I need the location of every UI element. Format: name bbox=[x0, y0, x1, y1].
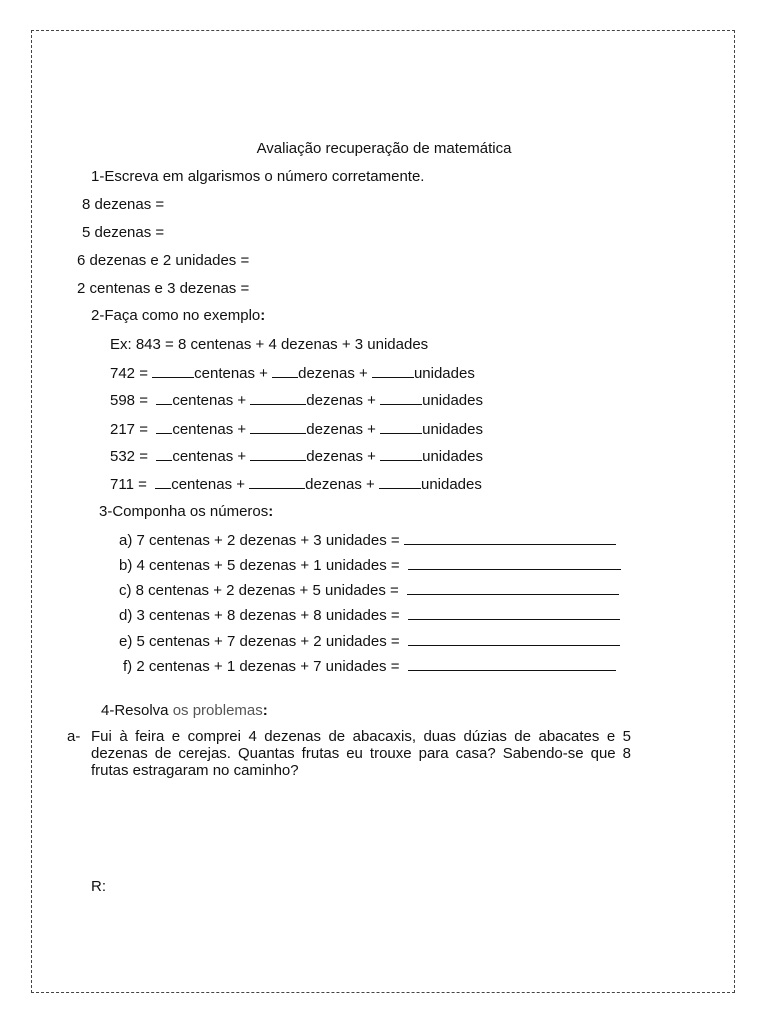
q2-row bbox=[110, 364, 475, 383]
centenas-label: centenas + bbox=[172, 392, 247, 409]
q2-row-number: 598 = bbox=[110, 392, 148, 409]
q4-heading-colon: : bbox=[262, 702, 268, 719]
unidades-blank[interactable] bbox=[379, 475, 421, 489]
centenas-blank[interactable] bbox=[152, 364, 194, 378]
q3-item bbox=[119, 556, 621, 575]
q1-item: 5 dezenas = bbox=[82, 224, 165, 241]
q3-item bbox=[119, 531, 616, 550]
dezenas-blank[interactable] bbox=[272, 364, 298, 378]
answer-blank[interactable] bbox=[408, 606, 620, 620]
page-title: Avaliação recuperação de matemática bbox=[256, 140, 512, 157]
q3-item bbox=[119, 632, 620, 651]
q3-heading-colon: : bbox=[268, 503, 274, 520]
answer-blank[interactable] bbox=[407, 581, 619, 595]
answer-blank[interactable] bbox=[408, 632, 620, 646]
centenas-label: centenas + bbox=[171, 476, 245, 493]
unidades-label: unidades bbox=[422, 392, 483, 409]
unidades-blank[interactable] bbox=[372, 364, 414, 378]
answer-blank[interactable] bbox=[408, 657, 616, 671]
q3-heading bbox=[99, 503, 273, 521]
dezenas-blank[interactable] bbox=[250, 391, 306, 405]
q1-item: 8 dezenas = bbox=[82, 196, 165, 213]
q3-item-text: e) 5 centenas + 7 dezenas + 2 unidades = bbox=[119, 633, 400, 650]
dezenas-label: dezenas + bbox=[306, 448, 376, 465]
unidades-label: unidades bbox=[422, 421, 483, 438]
q2-row bbox=[110, 420, 483, 439]
q2-row-number: 532 = bbox=[110, 448, 148, 465]
answer-blank[interactable] bbox=[408, 556, 621, 570]
unidades-blank[interactable] bbox=[380, 420, 422, 434]
centenas-blank[interactable] bbox=[155, 475, 171, 489]
q3-item-text: f) 2 centenas + 1 dezenas + 7 unidades = bbox=[123, 658, 400, 675]
q2-row bbox=[110, 391, 483, 410]
problem-text: Fui à feira e comprei 4 dezenas de abacaxis, duas dúzias de abacates e 5 dezenas de cerejas. Quantas frutas eu trouxe para casa? Sabendo-se que 8 frutas estragaram no caminho? bbox=[91, 728, 631, 779]
unidades-label: unidades bbox=[422, 448, 483, 465]
q2-row bbox=[110, 447, 483, 466]
q2-row bbox=[110, 475, 482, 494]
centenas-blank[interactable] bbox=[156, 447, 172, 461]
q4-heading-text-secondary: os problemas bbox=[168, 702, 263, 719]
q2-heading-text: 2-Faça como no exemplo bbox=[91, 307, 261, 324]
centenas-blank[interactable] bbox=[156, 391, 172, 405]
q4-heading bbox=[101, 702, 268, 720]
unidades-blank[interactable] bbox=[380, 391, 422, 405]
answer-label: R: bbox=[91, 878, 106, 895]
unidades-label: unidades bbox=[420, 476, 482, 493]
q3-item-text: d) 3 centenas + 8 dezenas + 8 unidades = bbox=[119, 607, 400, 624]
q2-row-number: 742 = bbox=[110, 365, 148, 382]
dezenas-blank[interactable] bbox=[249, 475, 305, 489]
q2-row-number: 711 = bbox=[110, 476, 147, 493]
q2-heading bbox=[91, 307, 265, 325]
centenas-label: centenas + bbox=[194, 365, 268, 382]
q1-item: 2 centenas e 3 dezenas = bbox=[77, 280, 250, 297]
q3-item bbox=[119, 581, 619, 600]
q3-item-text: b) 4 centenas + 5 dezenas + 1 unidades = bbox=[119, 557, 400, 574]
problem-marker: a- bbox=[67, 728, 81, 745]
q2-example: Ex: 843 = 8 centenas + 4 dezenas + 3 unidades bbox=[110, 336, 429, 353]
q3-item bbox=[119, 606, 620, 625]
q3-item bbox=[123, 657, 616, 676]
answer-blank[interactable] bbox=[404, 531, 616, 545]
centenas-blank[interactable] bbox=[156, 420, 172, 434]
q1-item: 6 dezenas e 2 unidades = bbox=[77, 252, 250, 269]
dezenas-blank[interactable] bbox=[250, 420, 306, 434]
q3-item-text: c) 8 centenas + 2 dezenas + 5 unidades = bbox=[119, 582, 399, 599]
q2-row-number: 217 = bbox=[110, 421, 148, 438]
centenas-label: centenas + bbox=[172, 448, 247, 465]
q4-heading-text: 4-Resolva bbox=[101, 702, 169, 719]
q1-heading: 1-Escreva em algarismos o número corretamente. bbox=[91, 168, 425, 185]
unidades-label: unidades bbox=[413, 365, 475, 382]
dezenas-label: dezenas + bbox=[298, 365, 368, 382]
unidades-blank[interactable] bbox=[380, 447, 422, 461]
centenas-label: centenas + bbox=[172, 421, 247, 438]
dezenas-label: dezenas + bbox=[306, 392, 376, 409]
dezenas-label: dezenas + bbox=[305, 476, 375, 493]
q3-heading-text: 3-Componha os números bbox=[99, 503, 269, 520]
dezenas-label: dezenas + bbox=[306, 421, 376, 438]
q2-heading-colon: : bbox=[260, 307, 266, 324]
dezenas-blank[interactable] bbox=[250, 447, 306, 461]
q3-item-text: a) 7 centenas + 2 dezenas + 3 unidades = bbox=[119, 532, 400, 549]
